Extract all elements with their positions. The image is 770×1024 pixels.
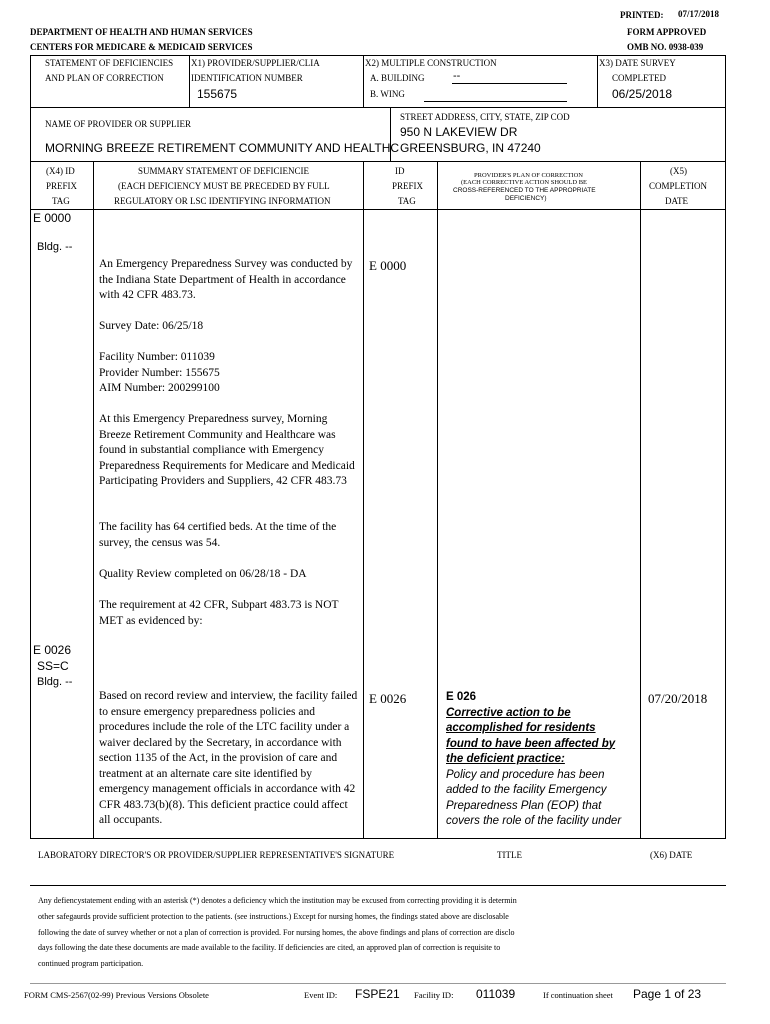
rule	[30, 983, 726, 984]
summary-header: SUMMARY STATEMENT OF DEFICIENCIE	[138, 166, 310, 176]
id-header-3: TAG	[398, 196, 416, 206]
rule	[30, 838, 726, 839]
printed-date: 07/17/2018	[678, 9, 720, 19]
x2-label: X2) MULTIPLE CONSTRUCTION	[365, 58, 497, 68]
correction-text-2: added to the facility Emergency	[446, 784, 607, 796]
id-header: ID	[395, 166, 405, 176]
rule	[597, 55, 598, 107]
x1-label-2: IDENTIFICATION NUMBER	[191, 73, 303, 83]
x4-header-3: TAG	[52, 196, 70, 206]
correction-heading-4: the deficient practice:	[446, 753, 565, 765]
deficiency-paragraph: Based on record review and interview, the facility failed to ensure emergency preparedness policies and procedures include the role of the LTC facility under a waiver declared by the Secretary, in accordance with section 1135 of the Act, in the provision of care and treatment at an alternate care site identified by emergency management officials in accordance with 42 CFR 483.73(b)(8). This deficient practice could affect all occupants.	[99, 690, 358, 826]
rule	[30, 55, 726, 56]
department-title: DEPARTMENT OF HEALTH AND HUMAN SERVICES	[30, 27, 253, 37]
building-underline	[452, 83, 567, 84]
rule	[30, 161, 31, 838]
building-value: --	[453, 70, 461, 82]
rule	[189, 55, 190, 107]
quality-review: Quality Review completed on 06/28/18 - DA	[99, 568, 307, 580]
rule	[725, 161, 726, 838]
bldg-label: Bldg. --	[37, 241, 73, 253]
correction-text-4: covers the role of the facility under	[446, 815, 622, 827]
x4-header: (X4) ID	[46, 166, 75, 176]
rule	[30, 107, 726, 108]
tag-e0026: E 0026	[33, 643, 72, 657]
bldg-label-2: Bldg. --	[37, 676, 73, 688]
requirement-paragraph: The requirement at 42 CFR, Subpart 483.73 is NOT MET as evidenced by:	[99, 599, 339, 627]
rule	[93, 161, 94, 838]
printed-label: PRINTED:	[620, 10, 664, 20]
plan-header-4: DEFICIENCY)	[505, 195, 547, 202]
street-value: 950 N LAKEVIEW DR	[400, 125, 518, 139]
footnote-line-5: continued program participation.	[38, 959, 144, 968]
plan-header: PROVIDER'S PLAN OF CORRECTION	[474, 172, 583, 179]
rule	[363, 55, 364, 107]
scope-severity: SS=C	[37, 659, 69, 673]
x5-header: (X5)	[670, 166, 687, 176]
page-number: Page 1 of 23	[633, 987, 702, 1001]
rule	[725, 107, 726, 161]
footnote-line-2: other safegaurds provide sufficient protection to the patients. (see instructions.) Except for nursing homes, the findings stated above are disclosable	[38, 912, 509, 921]
rule	[30, 885, 726, 886]
rule	[30, 55, 31, 107]
footnote-line-1: Any defiencystatement ending with an asterisk (*) denotes a deficiency which the institution may be excused from correcting providing it is determin	[38, 896, 517, 905]
x5-header-2: COMPLETION	[649, 181, 707, 191]
rule	[30, 209, 726, 210]
rule	[725, 55, 726, 107]
facility-id-value: 011039	[476, 987, 516, 1001]
event-id-value: FSPE21	[355, 987, 400, 1001]
x5-header-3: DATE	[665, 196, 688, 206]
x6-date-label: (X6) DATE	[650, 850, 693, 860]
correction-heading-2: accomplished for residents	[446, 722, 596, 734]
form-approved: FORM APPROVED	[627, 27, 707, 37]
statement-label: STATEMENT OF DEFICIENCIES	[45, 58, 174, 68]
provider-name-value: MORNING BREEZE RETIREMENT COMMUNITY AND HEALTHC	[45, 141, 400, 155]
rule	[437, 161, 438, 838]
signature-label: LABORATORY DIRECTOR'S OR PROVIDER/SUPPLIER REPRESENTATIVE'S SIGNATURE	[38, 850, 395, 860]
correction-text-3: Preparedness Plan (EOP) that	[446, 799, 602, 812]
continuation-label: If continuation sheet	[543, 990, 613, 1000]
x3-label-2: COMPLETED	[612, 73, 666, 83]
correction-text-1: Policy and procedure has been	[446, 768, 605, 781]
facility-number: Facility Number: 011039	[99, 351, 215, 363]
x3-label: X3) DATE SURVEY	[599, 58, 676, 68]
plan-header-2: (EACH CORRECTIVE ACTION SHOULD BE	[461, 179, 588, 186]
completion-date: 07/20/2018	[648, 691, 708, 706]
correction-heading-1: Corrective action to be	[446, 706, 571, 719]
tag-e0000: E 0000	[33, 211, 72, 225]
building-label: A. BUILDING	[370, 73, 425, 83]
survey-intro: An Emergency Preparedness Survey was conducted by the Indiana State Department of Health in accordance with 42 CFR 483.73.	[99, 258, 353, 301]
form-number: FORM CMS-2567(02-99) Previous Versions Obsolete	[24, 990, 209, 1000]
correction-heading-3: found to have been affected by	[446, 737, 616, 750]
provider-number: Provider Number: 155675	[99, 366, 220, 379]
wing-underline	[424, 101, 567, 102]
facility-id-label: Facility ID:	[414, 990, 454, 1000]
statement-label-2: AND PLAN OF CORRECTION	[45, 73, 164, 83]
city-value: GREENSBURG, IN 47240	[400, 141, 541, 155]
event-id-label: Event ID:	[304, 990, 338, 1000]
summary-header-3: REGULATORY OR LSC IDENTIFYING INFORMATION	[114, 196, 331, 206]
id-tag-e0026: E 0026	[369, 691, 407, 706]
id-header-2: PREFIX	[392, 181, 424, 191]
wing-label: B. WING	[370, 89, 405, 99]
title-label: TITLE	[497, 850, 522, 860]
id-tag-e0000: E 0000	[369, 258, 407, 273]
omb-number: OMB NO. 0938-039	[627, 42, 704, 52]
address-label: STREET ADDRESS, CITY, STATE, ZIP COD	[400, 112, 570, 122]
provider-id-value: 155675	[197, 87, 238, 101]
rule	[363, 161, 364, 838]
compliance-paragraph: At this Emergency Preparedness survey, Morning Breeze Retirement Community and Healthcare was found in substantial compliance with Emergency Preparedness Requirements for Medicare and Medicaid Participating Providers and Suppliers, 42 CFR 483.73	[99, 413, 355, 487]
x4-header-2: PREFIX	[46, 181, 78, 191]
survey-date: Survey Date: 06/25/18	[99, 320, 204, 332]
provider-name-label: NAME OF PROVIDER OR SUPPLIER	[45, 119, 192, 129]
rule	[640, 161, 641, 838]
rule	[30, 161, 726, 162]
footnote-line-3: following the date of survey whether or not a plan of correction is provided. For nursing homes, the above findings and plans of correction are disclo	[38, 928, 515, 937]
plan-header-3: CROSS-REFERENCED TO THE APPROPRIATE	[453, 187, 596, 194]
aim-number: AIM Number: 200299100	[99, 382, 220, 394]
footnote-line-4: days following the date these documents are made available to the facility. If deficiencies are cited, an approved plan of correction is requisite to	[38, 943, 501, 952]
centers-title: CENTERS FOR MEDICARE & MEDICAID SERVICES	[30, 42, 253, 52]
rule	[30, 107, 31, 161]
census-paragraph: The facility has 64 certified beds. At the time of the survey, the census was 54.	[99, 521, 337, 549]
survey-date-value: 06/25/2018	[612, 87, 673, 101]
x1-label: X1) PROVIDER/SUPPLIER/CLIA	[191, 58, 320, 68]
summary-header-2: (EACH DEFICIENCY MUST BE PRECEDED BY FULL	[118, 181, 330, 191]
correction-tag: E 026	[446, 691, 477, 703]
